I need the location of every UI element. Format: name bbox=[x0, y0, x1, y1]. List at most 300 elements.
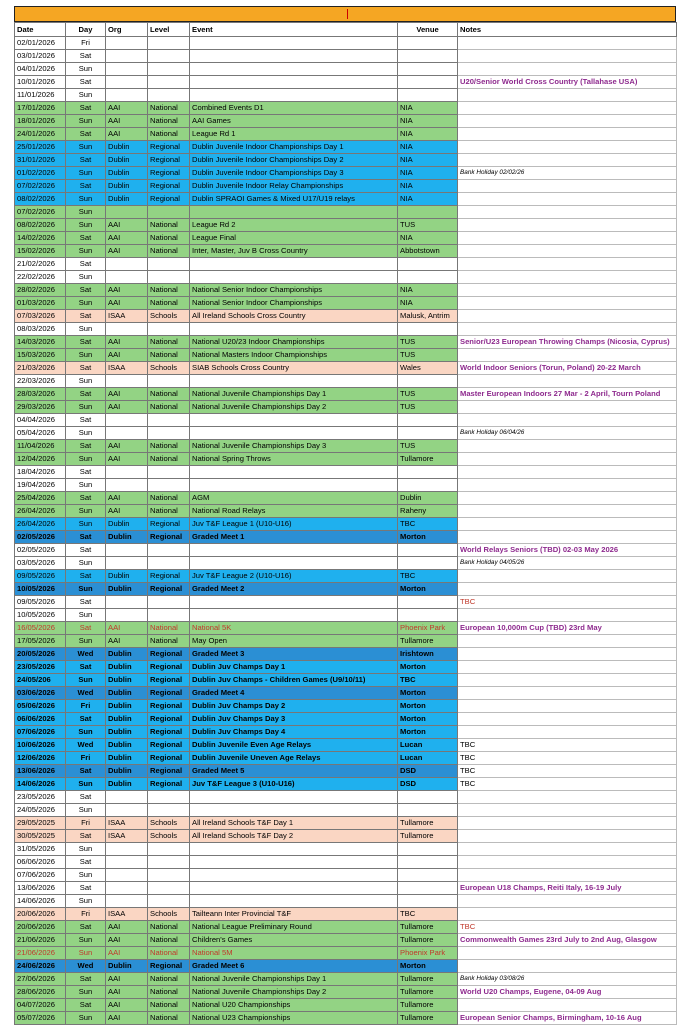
cell-org[interactable] bbox=[106, 50, 148, 63]
cell-event[interactable]: Dublin Juv Champs Day 3 bbox=[190, 713, 398, 726]
cell-notes[interactable] bbox=[458, 154, 677, 167]
cell-level[interactable]: National bbox=[148, 115, 190, 128]
cell-notes[interactable] bbox=[458, 570, 677, 583]
cell-level[interactable]: National bbox=[148, 999, 190, 1012]
cell-day[interactable]: Sat bbox=[66, 492, 106, 505]
cell-event[interactable]: National U23 Championships bbox=[190, 1012, 398, 1025]
cell-org[interactable] bbox=[106, 544, 148, 557]
cell-day[interactable]: Sun bbox=[66, 427, 106, 440]
cell-day[interactable]: Fri bbox=[66, 817, 106, 830]
cell-date[interactable]: 03/01/2026 bbox=[15, 50, 66, 63]
cell-venue[interactable]: NIA bbox=[398, 154, 458, 167]
cell-event[interactable]: National Senior Indoor Championships bbox=[190, 284, 398, 297]
cell-date[interactable]: 10/01/2026 bbox=[15, 76, 66, 89]
cell-date[interactable]: 24/06/2026 bbox=[15, 960, 66, 973]
cell-notes[interactable] bbox=[458, 115, 677, 128]
title-bar-cell[interactable] bbox=[14, 6, 676, 22]
cell-notes[interactable] bbox=[458, 817, 677, 830]
cell-date[interactable]: 05/04/2026 bbox=[15, 427, 66, 440]
cell-venue[interactable] bbox=[398, 375, 458, 388]
cell-day[interactable]: Sat bbox=[66, 713, 106, 726]
cell-date[interactable]: 14/02/2026 bbox=[15, 232, 66, 245]
cell-date[interactable]: 04/01/2026 bbox=[15, 63, 66, 76]
cell-notes[interactable] bbox=[458, 479, 677, 492]
cell-notes[interactable] bbox=[458, 856, 677, 869]
cell-date[interactable]: 08/02/2026 bbox=[15, 193, 66, 206]
cell-event[interactable]: National Spring Throws bbox=[190, 453, 398, 466]
cell-notes[interactable] bbox=[458, 908, 677, 921]
cell-notes[interactable] bbox=[458, 271, 677, 284]
cell-event[interactable]: National 5M bbox=[190, 947, 398, 960]
cell-date[interactable]: 09/05/2026 bbox=[15, 596, 66, 609]
cell-date[interactable]: 28/06/2026 bbox=[15, 986, 66, 999]
cell-venue[interactable]: Tullamore bbox=[398, 934, 458, 947]
cell-venue[interactable]: NIA bbox=[398, 284, 458, 297]
cell-org[interactable]: Dublin bbox=[106, 141, 148, 154]
cell-notes[interactable]: Senior/U23 European Throwing Champs (Nicosia, Cyprus) bbox=[458, 336, 677, 349]
cell-date[interactable]: 13/06/2026 bbox=[15, 882, 66, 895]
cell-notes[interactable] bbox=[458, 258, 677, 271]
cell-notes[interactable] bbox=[458, 843, 677, 856]
cell-level[interactable]: National bbox=[148, 284, 190, 297]
cell-level[interactable]: Regional bbox=[148, 570, 190, 583]
cell-notes[interactable] bbox=[458, 635, 677, 648]
cell-date[interactable]: 05/07/2026 bbox=[15, 1012, 66, 1025]
cell-org[interactable]: AAI bbox=[106, 284, 148, 297]
cell-level[interactable] bbox=[148, 258, 190, 271]
cell-level[interactable]: Regional bbox=[148, 531, 190, 544]
cell-date[interactable]: 28/02/2026 bbox=[15, 284, 66, 297]
cell-date[interactable]: 07/03/2026 bbox=[15, 310, 66, 323]
cell-day[interactable]: Sun bbox=[66, 1012, 106, 1025]
cell-org[interactable]: AAI bbox=[106, 128, 148, 141]
cell-date[interactable]: 14/06/2026 bbox=[15, 778, 66, 791]
cell-venue[interactable]: NIA bbox=[398, 232, 458, 245]
cell-level[interactable]: National bbox=[148, 297, 190, 310]
cell-event[interactable]: National 5K bbox=[190, 622, 398, 635]
cell-venue[interactable]: Morton bbox=[398, 583, 458, 596]
cell-level[interactable] bbox=[148, 63, 190, 76]
cell-date[interactable]: 10/05/2026 bbox=[15, 583, 66, 596]
cell-notes[interactable] bbox=[458, 869, 677, 882]
cell-level[interactable]: National bbox=[148, 245, 190, 258]
cell-event[interactable] bbox=[190, 271, 398, 284]
cell-event[interactable] bbox=[190, 414, 398, 427]
cell-level[interactable]: Regional bbox=[148, 726, 190, 739]
cell-level[interactable]: Regional bbox=[148, 154, 190, 167]
cell-level[interactable]: National bbox=[148, 947, 190, 960]
cell-venue[interactable] bbox=[398, 206, 458, 219]
cell-org[interactable] bbox=[106, 427, 148, 440]
cell-day[interactable]: Sun bbox=[66, 804, 106, 817]
cell-venue[interactable] bbox=[398, 479, 458, 492]
cell-event[interactable]: Dublin Juvenile Uneven Age Relays bbox=[190, 752, 398, 765]
cell-event[interactable]: All Ireland Schools Cross Country bbox=[190, 310, 398, 323]
cell-day[interactable]: Sun bbox=[66, 609, 106, 622]
cell-day[interactable]: Sun bbox=[66, 206, 106, 219]
cell-level[interactable] bbox=[148, 89, 190, 102]
cell-day[interactable]: Sat bbox=[66, 180, 106, 193]
cell-org[interactable]: ISAA bbox=[106, 362, 148, 375]
cell-date[interactable]: 24/05/2026 bbox=[15, 804, 66, 817]
header-venue[interactable]: Venue bbox=[398, 23, 458, 37]
cell-day[interactable]: Sun bbox=[66, 505, 106, 518]
cell-day[interactable]: Sat bbox=[66, 284, 106, 297]
cell-level[interactable]: Regional bbox=[148, 167, 190, 180]
cell-venue[interactable] bbox=[398, 869, 458, 882]
cell-event[interactable]: AAI Games bbox=[190, 115, 398, 128]
cell-event[interactable] bbox=[190, 609, 398, 622]
cell-event[interactable]: Dublin Juvenile Indoor Championships Day 1 bbox=[190, 141, 398, 154]
cell-notes[interactable] bbox=[458, 895, 677, 908]
cell-date[interactable]: 17/01/2026 bbox=[15, 102, 66, 115]
cell-date[interactable]: 18/04/2026 bbox=[15, 466, 66, 479]
cell-level[interactable]: National bbox=[148, 934, 190, 947]
cell-notes[interactable] bbox=[458, 804, 677, 817]
cell-level[interactable] bbox=[148, 50, 190, 63]
cell-level[interactable]: National bbox=[148, 1012, 190, 1025]
cell-day[interactable]: Sun bbox=[66, 141, 106, 154]
cell-date[interactable]: 03/06/2026 bbox=[15, 687, 66, 700]
cell-venue[interactable]: TBC bbox=[398, 908, 458, 921]
cell-level[interactable]: National bbox=[148, 921, 190, 934]
cell-venue[interactable] bbox=[398, 89, 458, 102]
cell-org[interactable]: AAI bbox=[106, 219, 148, 232]
cell-date[interactable]: 10/05/2026 bbox=[15, 609, 66, 622]
cell-level[interactable]: National bbox=[148, 102, 190, 115]
cell-day[interactable]: Sat bbox=[66, 661, 106, 674]
header-day[interactable]: Day bbox=[66, 23, 106, 37]
cell-date[interactable]: 29/03/2026 bbox=[15, 401, 66, 414]
cell-level[interactable]: National bbox=[148, 453, 190, 466]
cell-level[interactable]: Regional bbox=[148, 700, 190, 713]
cell-day[interactable]: Sun bbox=[66, 726, 106, 739]
cell-event[interactable]: Children's Games bbox=[190, 934, 398, 947]
cell-notes[interactable] bbox=[458, 791, 677, 804]
cell-date[interactable]: 06/06/2026 bbox=[15, 856, 66, 869]
cell-day[interactable]: Sat bbox=[66, 999, 106, 1012]
cell-notes[interactable] bbox=[458, 492, 677, 505]
cell-date[interactable]: 14/03/2026 bbox=[15, 336, 66, 349]
cell-event[interactable]: Inter, Master, Juv B Cross Country bbox=[190, 245, 398, 258]
cell-notes[interactable] bbox=[458, 583, 677, 596]
cell-notes[interactable] bbox=[458, 726, 677, 739]
cell-org[interactable] bbox=[106, 89, 148, 102]
cell-venue[interactable]: Morton bbox=[398, 713, 458, 726]
cell-event[interactable] bbox=[190, 37, 398, 50]
cell-day[interactable]: Sat bbox=[66, 531, 106, 544]
cell-venue[interactable] bbox=[398, 271, 458, 284]
cell-event[interactable]: National Juvenile Championships Day 1 bbox=[190, 388, 398, 401]
cell-level[interactable]: Schools bbox=[148, 830, 190, 843]
cell-day[interactable]: Sun bbox=[66, 115, 106, 128]
cell-venue[interactable] bbox=[398, 50, 458, 63]
cell-venue[interactable]: Tullamore bbox=[398, 453, 458, 466]
cell-notes[interactable] bbox=[458, 37, 677, 50]
cell-day[interactable]: Sun bbox=[66, 89, 106, 102]
cell-event[interactable]: National Senior Indoor Championships bbox=[190, 297, 398, 310]
cell-level[interactable] bbox=[148, 76, 190, 89]
cell-level[interactable]: National bbox=[148, 128, 190, 141]
cell-date[interactable]: 02/05/2026 bbox=[15, 544, 66, 557]
cell-venue[interactable] bbox=[398, 37, 458, 50]
cell-notes[interactable]: U20/Senior World Cross Country (Tallahase USA) bbox=[458, 76, 677, 89]
cell-level[interactable] bbox=[148, 804, 190, 817]
cell-venue[interactable]: DSD bbox=[398, 765, 458, 778]
cell-org[interactable]: AAI bbox=[106, 115, 148, 128]
cell-day[interactable]: Sun bbox=[66, 843, 106, 856]
cell-venue[interactable]: NIA bbox=[398, 102, 458, 115]
cell-date[interactable]: 04/07/2026 bbox=[15, 999, 66, 1012]
cell-event[interactable] bbox=[190, 76, 398, 89]
cell-date[interactable]: 22/03/2026 bbox=[15, 375, 66, 388]
cell-venue[interactable]: Morton bbox=[398, 661, 458, 674]
cell-org[interactable] bbox=[106, 856, 148, 869]
cell-notes[interactable]: TBC bbox=[458, 778, 677, 791]
cell-day[interactable]: Sat bbox=[66, 128, 106, 141]
cell-level[interactable] bbox=[148, 596, 190, 609]
cell-level[interactable]: Regional bbox=[148, 180, 190, 193]
cell-level[interactable]: Regional bbox=[148, 713, 190, 726]
cell-venue[interactable] bbox=[398, 76, 458, 89]
cell-venue[interactable]: NIA bbox=[398, 128, 458, 141]
cell-date[interactable]: 25/04/2026 bbox=[15, 492, 66, 505]
cell-day[interactable]: Sat bbox=[66, 388, 106, 401]
cell-event[interactable]: Graded Meet 4 bbox=[190, 687, 398, 700]
cell-event[interactable]: Dublin Juvenile Indoor Relay Championships bbox=[190, 180, 398, 193]
cell-notes[interactable] bbox=[458, 999, 677, 1012]
cell-event[interactable]: Combined Events D1 bbox=[190, 102, 398, 115]
cell-venue[interactable]: Tullamore bbox=[398, 999, 458, 1012]
cell-org[interactable]: Dublin bbox=[106, 570, 148, 583]
cell-date[interactable]: 07/02/2026 bbox=[15, 206, 66, 219]
cell-notes[interactable]: European 10,000m Cup (TBD) 23rd May bbox=[458, 622, 677, 635]
cell-event[interactable] bbox=[190, 869, 398, 882]
cell-org[interactable]: AAI bbox=[106, 986, 148, 999]
cell-date[interactable]: 08/03/2026 bbox=[15, 323, 66, 336]
cell-notes[interactable] bbox=[458, 232, 677, 245]
cell-notes[interactable]: World Relays Seniors (TBD) 02-03 May 2026 bbox=[458, 544, 677, 557]
cell-org[interactable] bbox=[106, 596, 148, 609]
cell-date[interactable]: 21/06/2026 bbox=[15, 934, 66, 947]
cell-notes[interactable] bbox=[458, 687, 677, 700]
cell-level[interactable]: National bbox=[148, 336, 190, 349]
cell-org[interactable] bbox=[106, 843, 148, 856]
cell-org[interactable]: AAI bbox=[106, 947, 148, 960]
cell-event[interactable] bbox=[190, 804, 398, 817]
cell-notes[interactable]: Bank Holiday 03/08/26 bbox=[458, 973, 677, 986]
cell-event[interactable] bbox=[190, 466, 398, 479]
cell-day[interactable]: Sun bbox=[66, 557, 106, 570]
cell-org[interactable]: Dublin bbox=[106, 648, 148, 661]
cell-notes[interactable]: Bank Holiday 04/05/26 bbox=[458, 557, 677, 570]
header-level[interactable]: Level bbox=[148, 23, 190, 37]
cell-org[interactable]: Dublin bbox=[106, 180, 148, 193]
cell-date[interactable]: 31/01/2026 bbox=[15, 154, 66, 167]
cell-day[interactable]: Sat bbox=[66, 336, 106, 349]
cell-org[interactable] bbox=[106, 37, 148, 50]
cell-event[interactable]: National Juvenile Championships Day 3 bbox=[190, 440, 398, 453]
cell-notes[interactable]: European U18 Champs, Reiti Italy, 16-19 July bbox=[458, 882, 677, 895]
cell-day[interactable]: Fri bbox=[66, 37, 106, 50]
cell-venue[interactable]: DSD bbox=[398, 778, 458, 791]
cell-level[interactable] bbox=[148, 323, 190, 336]
cell-event[interactable]: Graded Meet 2 bbox=[190, 583, 398, 596]
cell-level[interactable]: Regional bbox=[148, 960, 190, 973]
cell-day[interactable]: Sun bbox=[66, 518, 106, 531]
cell-org[interactable]: AAI bbox=[106, 245, 148, 258]
cell-notes[interactable] bbox=[458, 609, 677, 622]
cell-org[interactable]: AAI bbox=[106, 401, 148, 414]
cell-day[interactable]: Sun bbox=[66, 869, 106, 882]
cell-date[interactable]: 18/01/2026 bbox=[15, 115, 66, 128]
cell-notes[interactable] bbox=[458, 960, 677, 973]
cell-notes[interactable] bbox=[458, 505, 677, 518]
cell-level[interactable]: Schools bbox=[148, 817, 190, 830]
cell-org[interactable] bbox=[106, 479, 148, 492]
cell-org[interactable]: AAI bbox=[106, 934, 148, 947]
cell-org[interactable]: ISAA bbox=[106, 817, 148, 830]
cell-level[interactable]: Schools bbox=[148, 310, 190, 323]
cell-event[interactable] bbox=[190, 63, 398, 76]
cell-event[interactable]: National U20 Championships bbox=[190, 999, 398, 1012]
cell-event[interactable]: AGM bbox=[190, 492, 398, 505]
cell-notes[interactable]: Bank Holiday 06/04/26 bbox=[458, 427, 677, 440]
cell-level[interactable]: National bbox=[148, 349, 190, 362]
cell-day[interactable]: Sat bbox=[66, 570, 106, 583]
cell-notes[interactable] bbox=[458, 89, 677, 102]
header-org[interactable]: Org bbox=[106, 23, 148, 37]
cell-level[interactable]: Regional bbox=[148, 674, 190, 687]
cell-day[interactable]: Wed bbox=[66, 648, 106, 661]
cell-event[interactable]: National Masters Indoor Championships bbox=[190, 349, 398, 362]
cell-level[interactable] bbox=[148, 414, 190, 427]
cell-org[interactable]: Dublin bbox=[106, 726, 148, 739]
cell-date[interactable]: 23/05/2026 bbox=[15, 791, 66, 804]
cell-date[interactable]: 08/02/2026 bbox=[15, 219, 66, 232]
cell-venue[interactable] bbox=[398, 557, 458, 570]
cell-date[interactable]: 05/06/2026 bbox=[15, 700, 66, 713]
cell-date[interactable]: 06/06/2026 bbox=[15, 713, 66, 726]
cell-org[interactable]: AAI bbox=[106, 999, 148, 1012]
cell-notes[interactable] bbox=[458, 141, 677, 154]
cell-org[interactable]: Dublin bbox=[106, 687, 148, 700]
cell-level[interactable]: Regional bbox=[148, 193, 190, 206]
cell-level[interactable] bbox=[148, 557, 190, 570]
cell-date[interactable]: 27/06/2026 bbox=[15, 973, 66, 986]
cell-day[interactable]: Sun bbox=[66, 947, 106, 960]
cell-org[interactable]: Dublin bbox=[106, 661, 148, 674]
cell-day[interactable]: Sun bbox=[66, 245, 106, 258]
cell-venue[interactable]: Raheny bbox=[398, 505, 458, 518]
cell-org[interactable]: AAI bbox=[106, 505, 148, 518]
cell-event[interactable]: Graded Meet 1 bbox=[190, 531, 398, 544]
cell-org[interactable]: AAI bbox=[106, 349, 148, 362]
cell-venue[interactable]: Lucan bbox=[398, 752, 458, 765]
cell-level[interactable] bbox=[148, 479, 190, 492]
cell-day[interactable]: Sun bbox=[66, 635, 106, 648]
cell-org[interactable]: AAI bbox=[106, 635, 148, 648]
cell-notes[interactable] bbox=[458, 700, 677, 713]
cell-notes[interactable] bbox=[458, 323, 677, 336]
cell-event[interactable]: League Final bbox=[190, 232, 398, 245]
cell-org[interactable]: Dublin bbox=[106, 193, 148, 206]
cell-org[interactable]: AAI bbox=[106, 102, 148, 115]
cell-day[interactable]: Sat bbox=[66, 466, 106, 479]
cell-date[interactable]: 21/03/2026 bbox=[15, 362, 66, 375]
cell-event[interactable]: Dublin Juv Champs Day 4 bbox=[190, 726, 398, 739]
cell-org[interactable] bbox=[106, 609, 148, 622]
cell-date[interactable]: 03/05/2026 bbox=[15, 557, 66, 570]
cell-org[interactable] bbox=[106, 63, 148, 76]
cell-venue[interactable]: Phoenix Park bbox=[398, 947, 458, 960]
cell-date[interactable]: 30/05/2025 bbox=[15, 830, 66, 843]
cell-event[interactable]: National Juvenile Championships Day 2 bbox=[190, 401, 398, 414]
cell-event[interactable] bbox=[190, 596, 398, 609]
cell-org[interactable]: Dublin bbox=[106, 674, 148, 687]
cell-day[interactable]: Sat bbox=[66, 154, 106, 167]
cell-venue[interactable]: Tullamore bbox=[398, 973, 458, 986]
cell-notes[interactable]: World Indoor Seniors (Torun, Poland) 20-22 March bbox=[458, 362, 677, 375]
cell-notes[interactable]: Commonwealth Games 23rd July to 2nd Aug, Glasgow bbox=[458, 934, 677, 947]
cell-venue[interactable]: Tullamore bbox=[398, 986, 458, 999]
cell-day[interactable]: Sat bbox=[66, 921, 106, 934]
cell-level[interactable]: Regional bbox=[148, 518, 190, 531]
cell-level[interactable] bbox=[148, 882, 190, 895]
cell-notes[interactable] bbox=[458, 674, 677, 687]
cell-event[interactable]: May Open bbox=[190, 635, 398, 648]
cell-day[interactable]: Sat bbox=[66, 791, 106, 804]
cell-event[interactable]: National Juvenile Championships Day 2 bbox=[190, 986, 398, 999]
cell-notes[interactable] bbox=[458, 63, 677, 76]
cell-level[interactable]: National bbox=[148, 622, 190, 635]
cell-day[interactable]: Sun bbox=[66, 375, 106, 388]
cell-day[interactable]: Sun bbox=[66, 297, 106, 310]
cell-date[interactable]: 20/05/2026 bbox=[15, 648, 66, 661]
cell-level[interactable]: National bbox=[148, 973, 190, 986]
cell-date[interactable]: 02/05/2026 bbox=[15, 531, 66, 544]
cell-notes[interactable] bbox=[458, 401, 677, 414]
cell-event[interactable]: Graded Meet 6 bbox=[190, 960, 398, 973]
cell-event[interactable]: National U20/23 Indoor Championships bbox=[190, 336, 398, 349]
cell-event[interactable] bbox=[190, 89, 398, 102]
cell-org[interactable] bbox=[106, 791, 148, 804]
cell-venue[interactable]: NIA bbox=[398, 193, 458, 206]
cell-venue[interactable]: TUS bbox=[398, 349, 458, 362]
cell-notes[interactable] bbox=[458, 206, 677, 219]
cell-day[interactable]: Sun bbox=[66, 583, 106, 596]
cell-event[interactable] bbox=[190, 375, 398, 388]
cell-level[interactable] bbox=[148, 609, 190, 622]
cell-day[interactable]: Sat bbox=[66, 310, 106, 323]
cell-org[interactable] bbox=[106, 414, 148, 427]
cell-event[interactable]: Dublin Juv Champs Day 1 bbox=[190, 661, 398, 674]
cell-level[interactable] bbox=[148, 843, 190, 856]
cell-level[interactable] bbox=[148, 375, 190, 388]
cell-notes[interactable] bbox=[458, 661, 677, 674]
cell-venue[interactable] bbox=[398, 843, 458, 856]
cell-day[interactable]: Sat bbox=[66, 258, 106, 271]
cell-day[interactable]: Sat bbox=[66, 544, 106, 557]
cell-day[interactable]: Sat bbox=[66, 765, 106, 778]
cell-date[interactable]: 20/06/2026 bbox=[15, 921, 66, 934]
cell-event[interactable]: Graded Meet 5 bbox=[190, 765, 398, 778]
cell-level[interactable] bbox=[148, 791, 190, 804]
cell-org[interactable]: ISAA bbox=[106, 908, 148, 921]
cell-date[interactable]: 24/05/206 bbox=[15, 674, 66, 687]
cell-event[interactable]: Tailteann Inter Provincial T&F bbox=[190, 908, 398, 921]
cell-venue[interactable] bbox=[398, 323, 458, 336]
